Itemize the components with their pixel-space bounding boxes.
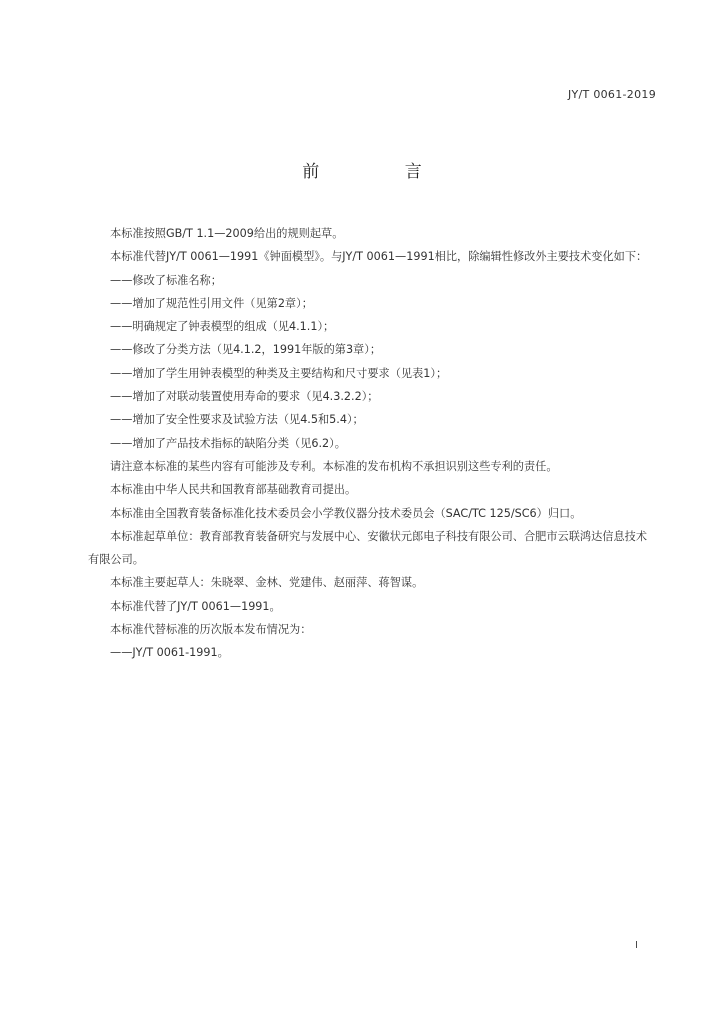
change-item: ——增加了安全性要求及试验方法（见4.5和5.4）； [110,413,364,427]
paragraph-replaces: 本标准代替了JY/T 0061—1991。 [110,599,281,613]
version-history-item: ——JY/T 0061-1991。 [110,646,229,660]
change-item: ——明确规定了钟表模型的组成（见4.1.1）； [110,320,335,334]
page-number: I [635,940,638,951]
paragraph-replacement-info: 本标准代替JY/T 0061—1991《钟面模型》。与JY/T 0061—1991相比，除编辑性修改外主要技术变化如下： [110,250,648,264]
paragraph-drafting-units: 本标准起草单位：教育部教育装备研究与发展中心、安徽状元郎电子科技有限公司、合肥市云联鸿达信息技术有限公司。 [88,529,648,567]
paragraph-technical-committee: 本标准由全国教育装备标准化技术委员会小学教仪器分技术委员会（SAC/TC 125/SC6）归口。 [110,506,582,520]
paragraph-drafting-rules: 本标准按照GB/T 1.1—2009给出的规则起草。 [110,227,344,240]
change-item: ——增加了规范性引用文件（见第2章）； [110,296,313,310]
paragraph-version-history: 本标准代替标准的历次版本发布情况为： [110,623,312,637]
change-item: ——修改了分类方法（见4.1.2，1991年版的第3章）； [110,343,382,357]
page-title: 前 言 [302,162,462,182]
paragraph-patent-notice: 请注意本标准的某些内容有可能涉及专利。本标准的发布机构不承担识别这些专利的责任。 [110,459,558,473]
paragraph-main-drafters: 本标准主要起草人：朱晓翠、金林、党建伟、赵丽萍、蒋智谋。 [110,576,424,590]
change-item: ——修改了标准名称； [110,273,222,287]
change-item: ——增加了产品技术指标的缺陷分类（见6.2）。 [110,436,346,450]
paragraph-proposed-by: 本标准由中华人民共和国教育部基础教育司提出。 [110,483,357,497]
change-item: ——增加了对联动装置使用寿命的要求（见4.3.2.2）； [110,390,379,404]
change-item: ——增加了学生用钟表模型的种类及主要结构和尺寸要求（见表1）； [110,366,448,380]
document-code: JY/T 0061-2019 [567,88,656,101]
document-body [88,222,658,665]
